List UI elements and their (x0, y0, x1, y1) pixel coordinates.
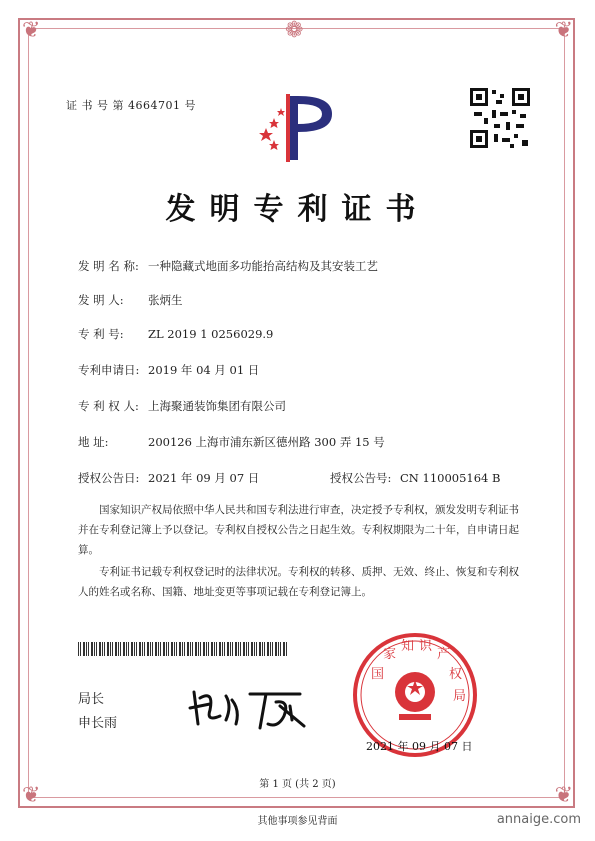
seal-date: 2021 年 09 月 07 日 (366, 740, 473, 753)
field-grant-date (78, 470, 259, 486)
watermark: annaige.com (496, 812, 581, 827)
field-address (78, 434, 385, 450)
svg-text:家: 家 (383, 647, 397, 662)
field-value: 2021 年 09 月 07 日 (148, 471, 260, 485)
field-inventor (78, 292, 183, 308)
field-label: 专 利 号: (78, 327, 124, 341)
field-label: 地 址: (78, 435, 109, 449)
grant-statement-paragraph: 国家知识产权局依照中华人民共和国专利法进行审查，决定授予专利权，颁发发明专利证书并在专利登记簿上予以登记。专利权自授权公告之日起生效。专利权期限为二十年，自申请日起算。 (78, 504, 519, 556)
qr-code (470, 88, 530, 148)
field-label: 授权公告号: (330, 471, 392, 485)
certificate-number: 证 书 号 第 4664701 号 (66, 99, 196, 112)
field-value: ZL 2019 1 0256029.9 (148, 327, 274, 341)
svg-text:国: 国 (371, 667, 385, 682)
field-label: 授权公告日: (78, 471, 140, 485)
field-grant-number (330, 470, 500, 486)
svg-text:权: 权 (449, 667, 463, 682)
svg-text:产: 产 (437, 647, 451, 662)
svg-text:局: 局 (453, 689, 467, 704)
barcode (78, 642, 288, 656)
footer-note: 其他事项参见背面 (257, 816, 338, 827)
corner-ornament-top-right: ❦ (554, 18, 573, 43)
field-patent-number (78, 326, 273, 342)
certificate-title: 发明专利证书 (165, 192, 430, 227)
field-value: 2019 年 04 月 01 日 (148, 363, 260, 377)
director-title: 局长 (78, 692, 105, 707)
legal-status-paragraph: 专利证书记载专利权登记时的法律状况。专利权的转移、质押、无效、终止、恢复和专利权人的姓名或名称、国籍、地址变更等事项记载在专利登记簿上。 (78, 566, 519, 598)
field-value: 200126 上海市浦东新区德州路 300 弄 15 号 (148, 435, 385, 449)
page-number: 第 1 页 (共 2 页) (259, 779, 336, 790)
svg-text:识: 识 (419, 639, 433, 654)
field-invention-name (78, 258, 378, 274)
field-value: CN 110005164 B (400, 471, 501, 485)
field-label: 专 利 权 人: (78, 399, 139, 413)
field-value: 上海聚通装饰集团有限公司 (148, 399, 286, 413)
corner-ornament-bottom-right: ❦ (554, 783, 573, 808)
field-value: 张炳生 (148, 293, 183, 307)
svg-text:知: 知 (401, 639, 415, 654)
corner-ornament-bottom-left: ❦ (22, 783, 41, 808)
director-name: 申长雨 (78, 716, 118, 731)
corner-ornament-top-left: ❦ (22, 18, 41, 43)
field-label: 专利申请日: (78, 363, 140, 377)
field-application-date (78, 362, 259, 378)
field-value: 一种隐藏式地面多功能抬高结构及其安装工艺 (148, 259, 378, 273)
director-signature (180, 680, 320, 736)
field-label: 发 明 人: (78, 293, 124, 307)
field-patentee (78, 398, 286, 414)
field-label: 发 明 名 称: (78, 259, 139, 273)
patent-office-logo-icon (250, 88, 340, 168)
top-center-ornament: ❁ (285, 18, 304, 43)
